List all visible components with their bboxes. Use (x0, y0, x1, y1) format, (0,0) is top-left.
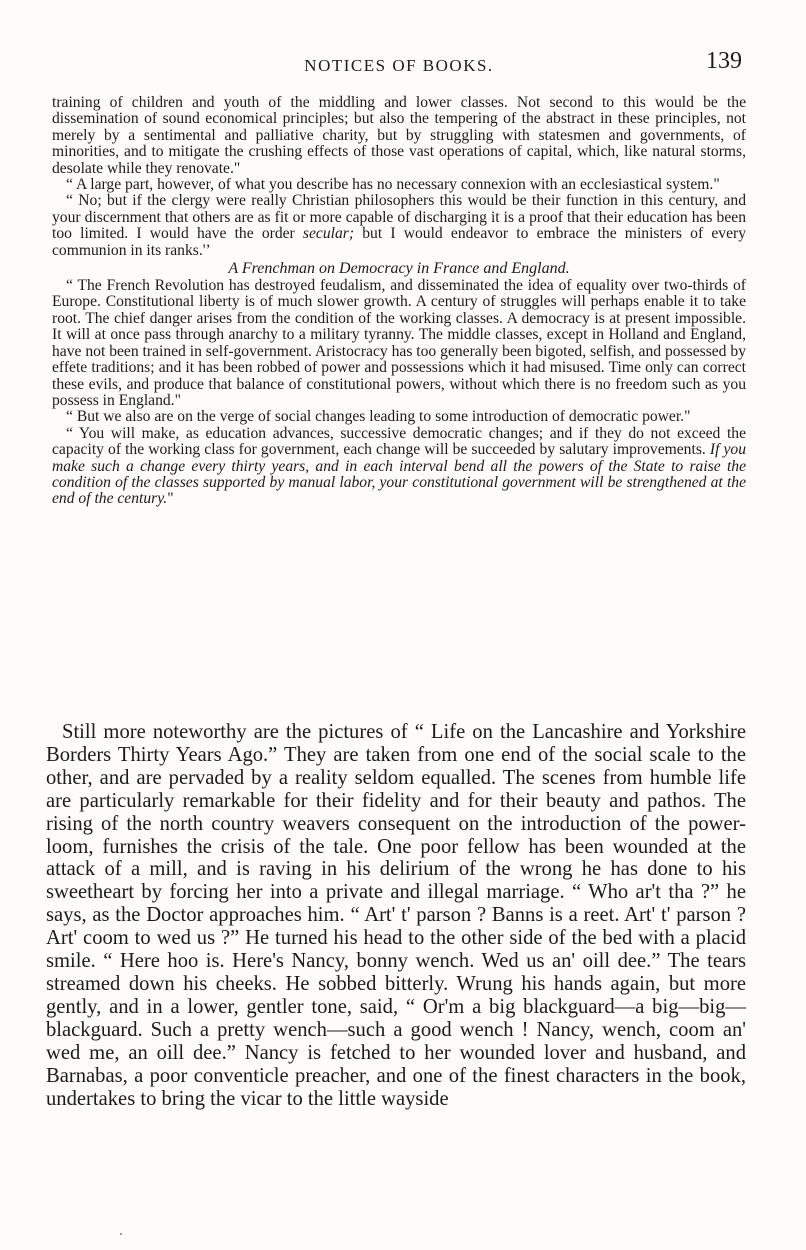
paragraph-clergy-emphasis: secular; (302, 225, 355, 243)
running-head: NOTICES OF BOOKS. (304, 56, 494, 75)
paragraph-training: training of children and youth of the middling and lower classes. Not second to this would be the dissemination of sound economical principles; but also the tempering of the abstract in these principles, not merely by a sentimental and palliative charity, but by struggling with statesmen and governments, of minorities, and to mitigate the crushing effects of those vast operations of capital, which, like natural storms, desolate while they renovate." (52, 94, 746, 177)
paragraph-democratic-emphasis: If you make such a change every thirty years, and in each interval bend all the powers of the State to raise the condition of the classes supported by manual labor, your constitutional government will be strengthened at the end of the century. (52, 441, 746, 508)
section-heading: A Frenchman on Democracy in France and England. (228, 260, 570, 278)
paragraph-democratic-text-a: “ You will make, as education advances, successive democratic changes; and if they do not exceed the capacity of the working class for government, each change will be succeeded by salutary improvements. (52, 424, 746, 459)
paragraph-clergy-text-a: “ No; but if the clergy were really Christian philosophers this would be their function in this century, and your discernment that others are as fit or more capable of discharging it is a proof that their education has been too limited. I would have the order (52, 192, 746, 243)
paragraph-clergy-text-b: but I would endeavor to embrace the ministers of every communion in its ranks.'’ (52, 225, 746, 259)
paragraph-social-changes: “ But we also are on the verge of social changes leading to some introduction of democratic power." (66, 408, 691, 426)
print-speck (120, 1233, 122, 1235)
paragraph-clergy (52, 193, 746, 259)
quoted-dialogue-section (52, 95, 746, 508)
paragraph-democratic-text-b: " (167, 490, 174, 508)
paragraph-french-revolution: “ The French Revolution has destroyed feudalism, and disseminated the idea of equality over two-thirds of Europe. Constitutional liberty is of much slower growth. A century of struggles will perhaps enable it to take root. The chief danger arises from the condition of the working classes. A democracy is at present impossible. It will at once pass through anarchy to a military tyranny. The middle classes, except in Holland and England, have not been trained in self-government. Aristocracy has too generally been bigoted, selfish, and possessed by effete traditions; and it has been robbed of power and possessions which it had misused. Time only can correct these evils, and produce that balance of constitutional powers, without which there is no freedom such as you possess in England." (52, 277, 746, 409)
paragraph-ecclesiastical: “ A large part, however, of what you describe has no necessary connexion with an ecclesiastical system." (66, 176, 720, 194)
page-number: 139 (706, 48, 742, 74)
paragraph-lancashire: Still more noteworthy are the pictures of “ Life on the Lancashire and Yorkshire Borders Thirty Years Ago.” They are taken from one end of the social scale to the other, and are pervaded by a reality seldom equalled. The scenes from humble life are particularly remarkable for their fidelity and for their beauty and pathos. The rising of the north country weavers consequent on the introduction of the power-loom, furnishes the crisis of the tale. One poor fellow has been wounded at the attack of a mill, and is raving in his delirium of the wrong he has done to his sweetheart by forcing her into a private and illegal marriage. “ Who ar't tha ?” he says, as the Doctor approaches him. “ Art' t' parson ? Banns is a reet. Art' t' parson ? Art' coom to wed us ?” He turned his head to the other side of the bed with a placid smile. “ Here hoo is. Here's Nancy, bonny wench. Wed us an' oill dee.” The tears streamed down his cheeks. He sobbed bitterly. Wrung his hands again, but more gently, and in a lower, gentler tone, said, “ Or'm a big blackguard—a big—big—blackguard. Such a pretty wench—such a good wench ! Nancy, wench, coom an' wed me, an oill dee.” Nancy is fetched to her wounded lover and husband, and Barnabas, a poor conventicle preacher, and one of the finest characters in the book, undertakes to bring the vicar to the little wayside (46, 721, 746, 1110)
main-text-section (46, 721, 746, 1110)
paragraph-democratic-changes (52, 426, 746, 508)
page-header (52, 48, 746, 82)
